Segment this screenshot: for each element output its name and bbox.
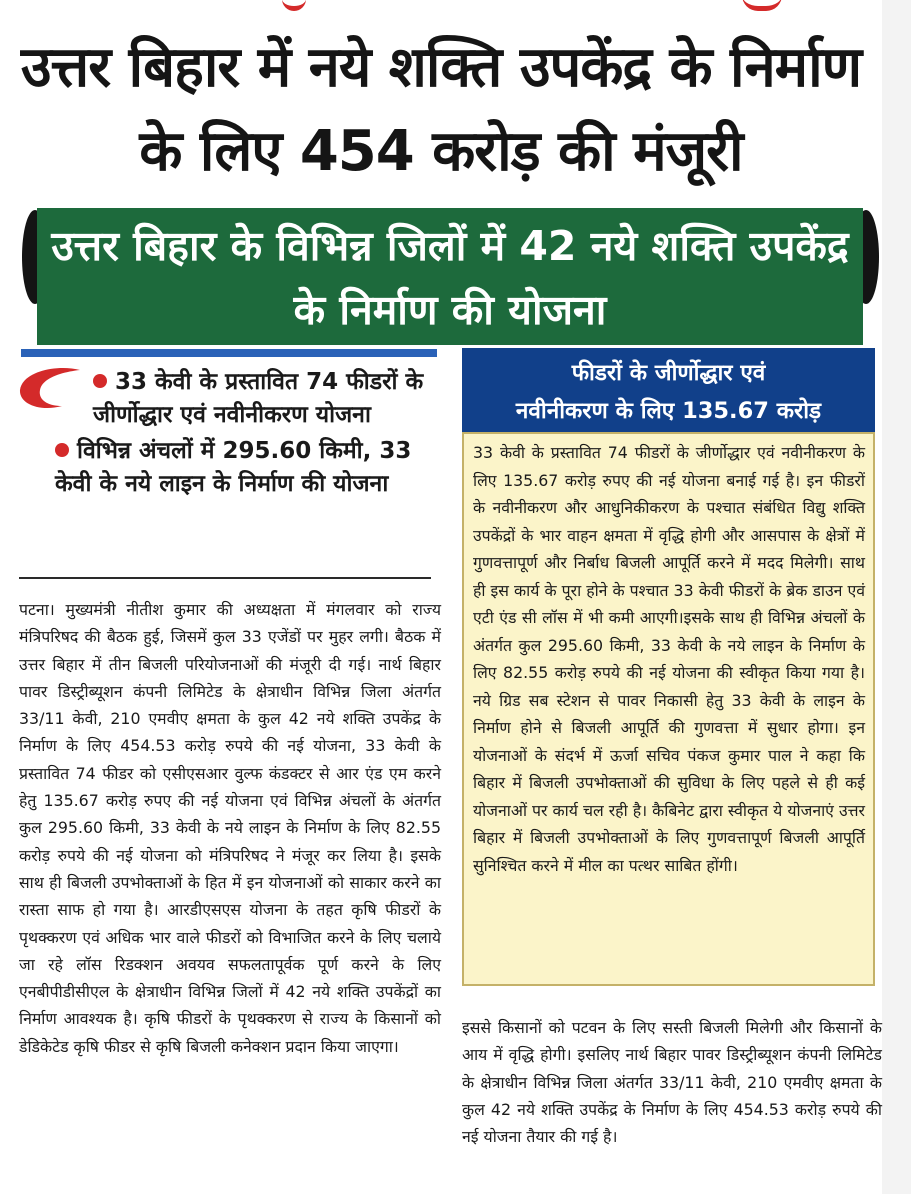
sidebox-header: [462, 348, 875, 432]
top-cut-mark: [282, 0, 306, 11]
highlight-text: 33 केवी के प्रस्तावित 74 फीडरों के जीर्णोद्धार एवं नवीनीकरण योजना: [93, 369, 424, 428]
sidebox-body: 33 केवी के प्रस्तावित 74 फीडरों के जीर्णोद्धार एवं नवीनीकरण के लिए 135.67 करोड़ रुपए की नई योजना बनाई गई है। इन फीडरों के नवीनीकरण और आधुनिकीकरण के पश्चात संबंधित विद्यु शक्ति उपकेंद्रों के भार वाहन क्षमता में वृद्धि होगी और आसपास के क्षेत्रों में गुणवत्तापूर्ण और निर्बाध बिजली आपूर्ति करने में मदद मिलेगी। साथ ही इस कार्य के पूरा होने के पश्चात 33 केवी फीडरों के ब्रेक डाउन एवं एटी एंड सी लॉस में भी कमी आएगी।इसके साथ ही विभिन्न अंचलों के अंतर्गत कुल 295.60 किमी, 33 केवी के नये लाइन के निर्माण के लिए 82.55 करोड़ रुपये की नई योजना की स्वीकृत किया गया है। नये ग्रिड सब स्टेशन से पावर निकासी हेतु 33 केवी के लाइन के निर्माण होने से बिजली आपूर्ति की गुणवत्ता में सुधार होगा। इन योजनाओं के संदर्भ में ऊर्जा सचिव पंकज कुमार पाल ने कहा कि बिहार में बिजली उपभोक्ताओं की सुविधा के लिए पहले से ही कई योजनाओं पर कार्य चल रही है। कैबिनेट द्वारा स्वीकृत ये योजनाएं उत्तर बिहार में बिजली उपभोक्ताओं के लिए गुणवत्तापूर्ण बिजली आपूर्ति सुनिश्चित करने में मील का पत्थर साबित होंगी।: [462, 432, 875, 986]
highlight-item: [55, 366, 435, 432]
article-body-right: इससे किसानों को पटवन के लिए सस्ती बिजली मिलेगी और किसानों के आय में वृद्धि होगी। इसलिए नार्थ बिहार पावर डिस्ट्रीब्यूशन कंपनी लिमिटेड के क्षेत्राधीन विभिन्न जिला अंतर्गत 33/11 केवी, 210 एमवीए क्षमता के कुल 42 नये शक्ति उपकेंद्र के निर्माण के लिए 454.53 करोड़ रुपये की नई योजना तैयार की गई है।: [462, 1018, 882, 1147]
highlights-block: [55, 366, 435, 504]
highlight-text: विभिन्न अंचलों में 295.60 किमी, 33 केवी के नये लाइन के निर्माण की योजना: [55, 438, 412, 497]
page-edge-strip: [882, 0, 911, 1194]
sidebox-title-line2: नवीनीकरण के लिए 135.67 करोड़: [515, 398, 822, 424]
headline: उत्तर बिहार में नये शक्ति उपकेंद्र के निर्माण के लिए 454 करोड़ की मंजूरी: [20, 35, 862, 184]
article-body-left: पटना। मुख्यमंत्री नीतीश कुमार की अध्यक्षता में मंगलवार को राज्य मंत्रिपरिषद की बैठक हुई, जिसमें कुल 33 एजेंडों पर मुहर लगी। बैठक में उत्तर बिहार में तीन बिजली परियोजनाओं की मंजूरी दी गई। नार्थ बिहार पावर डिस्ट्रीब्यूशन कंपनी लिमिटेड के क्षेत्राधीन विभिन्न जिला अंतर्गत 33/11 केवी, 210 एमवीए क्षमता के कुल 42 नये शक्ति उपकेंद्र के निर्माण के लिए 454.53 करोड़ रुपये की नई योजना, 33 केवी के प्रस्तावित 74 फीडर को एसीएसआर वुल्फ कंडक्टर से आर एंड एम करने हेतु 135.67 करोड़ रुपए की नई योजना एवं विभिन्न अंचलों के अंतर्गत कुल 295.60 किमी, 33 केवी के नये लाइन के निर्माण के लिए 82.55 करोड़ रुपये की नई योजना को मंत्रिपरिषद ने मंजूर कर लिया है। इसके साथ ही बिजली उपभोक्ताओं के हित में इन योजनाओं को साकार करने का रास्ता साफ हो गया है। आरडीएसएस योजना के तहत कृषि फीडरों के पृथक्करण एवं अधिक भार वाले फीडरों को विभाजित करने के लिए चलाये जा रहे लॉस रिडक्शन अवयव सफलतापूर्वक पूर्ण करने के लिए एनबीपीडीसीएल के क्षेत्राधीन विभिन्न जिलों में 42 नये शक्ति उपकेंद्रों का निर्माण आवश्यक है। कृषि फीडरों के पृथक्करण से राज्य के किसानों को डेडिकेटेड कृषि फीडर से कृषि बिजली कनेक्शन प्रदान किया जाएगा।: [19, 600, 441, 1056]
subheadline-band: उत्तर बिहार के विभिन्न जिलों में 42 नये शक्ति उपकेंद्र के निर्माण की योजना: [37, 208, 863, 345]
bullet-icon: [55, 443, 69, 457]
highlight-bottom-rule: [19, 577, 431, 579]
sidebox-title-line1: फीडरों के जीर्णोद्धार एवं: [571, 360, 766, 386]
top-cut-mark: [742, 0, 782, 11]
bullet-icon: [93, 374, 107, 388]
highlight-top-rule: [21, 349, 437, 357]
highlight-item: [55, 435, 435, 501]
